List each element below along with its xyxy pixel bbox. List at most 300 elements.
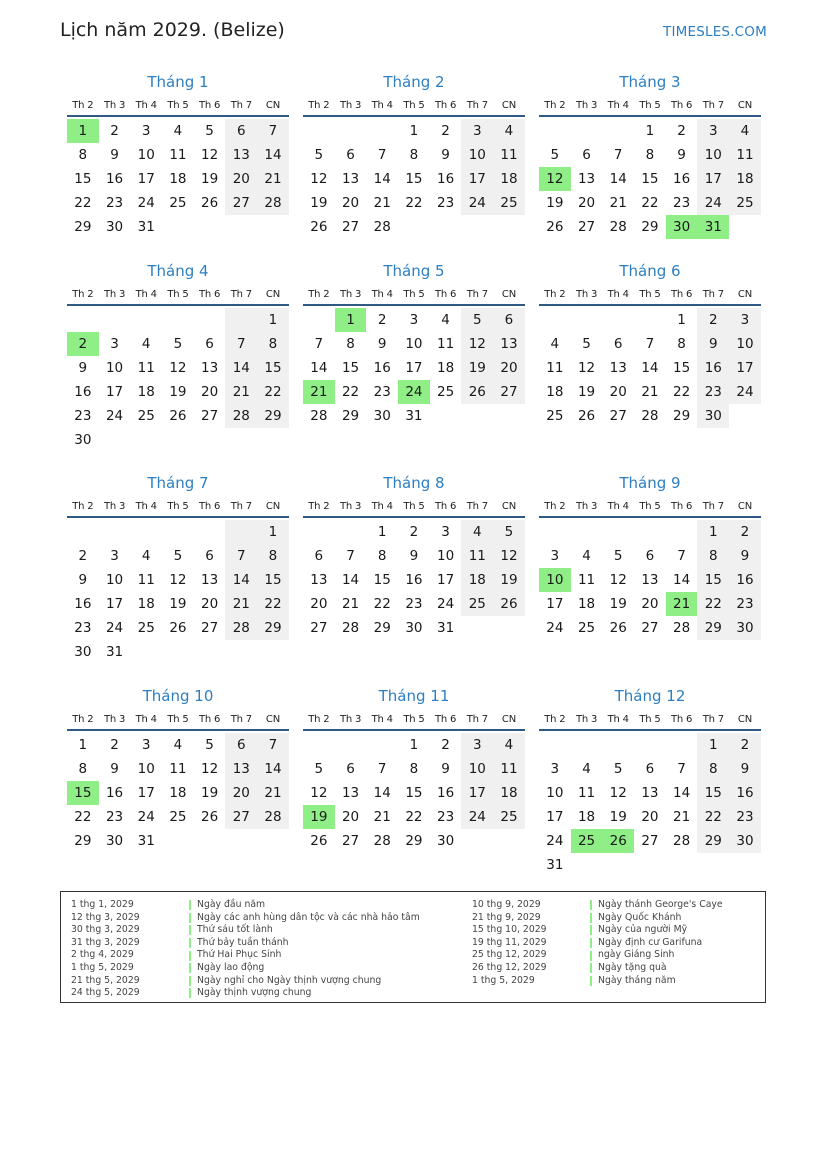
day-cell[interactable]: 28 (225, 404, 257, 428)
day-cell[interactable]: 24 (137, 195, 155, 211)
day-cell[interactable]: 1 (645, 123, 655, 139)
day-cell[interactable]: 7 (225, 544, 257, 568)
holiday-day-cell[interactable]: 1 (335, 308, 367, 332)
day-cell[interactable]: 7 (257, 119, 289, 143)
day-cell[interactable]: 9 (729, 757, 761, 781)
day-cell[interactable]: 6 (493, 308, 525, 332)
day-cell[interactable]: 4 (493, 733, 525, 757)
day-cell[interactable]: 23 (405, 596, 423, 612)
day-cell[interactable]: 12 (169, 360, 187, 376)
day-cell[interactable]: 10 (405, 336, 423, 352)
day-cell[interactable]: 8 (257, 544, 289, 568)
day-cell[interactable]: 21 (225, 380, 257, 404)
day-cell[interactable]: 8 (257, 332, 289, 356)
day-cell[interactable]: 8 (78, 147, 88, 163)
day-cell[interactable]: 20 (609, 384, 627, 400)
day-cell[interactable]: 18 (577, 809, 596, 825)
day-cell[interactable]: 23 (697, 380, 729, 404)
day-cell[interactable]: 9 (377, 336, 387, 352)
holiday-day-cell[interactable]: 15 (67, 781, 99, 805)
day-cell[interactable]: 11 (137, 360, 155, 376)
day-cell[interactable]: 18 (577, 596, 596, 612)
day-cell[interactable]: 23 (673, 195, 691, 211)
day-cell[interactable]: 20 (341, 809, 360, 825)
day-cell[interactable]: 2 (677, 123, 686, 139)
day-cell[interactable]: 22 (641, 195, 659, 211)
day-cell[interactable]: 25 (137, 620, 155, 636)
day-cell[interactable]: 6 (225, 733, 257, 757)
day-cell[interactable]: 19 (546, 195, 564, 211)
day-cell[interactable]: 13 (493, 332, 525, 356)
day-cell[interactable]: 11 (169, 761, 187, 777)
day-cell[interactable]: 24 (137, 809, 155, 825)
day-cell[interactable]: 14 (225, 356, 257, 380)
day-cell[interactable]: 8 (409, 761, 419, 777)
day-cell[interactable]: 1 (409, 737, 419, 753)
day-cell[interactable]: 18 (169, 171, 187, 187)
day-cell[interactable]: 21 (641, 384, 659, 400)
day-cell[interactable]: 18 (493, 781, 525, 805)
day-cell[interactable]: 17 (437, 572, 455, 588)
day-cell[interactable]: 23 (105, 195, 124, 211)
day-cell[interactable]: 10 (105, 360, 124, 376)
day-cell[interactable]: 3 (141, 737, 151, 753)
day-cell[interactable]: 2 (441, 123, 450, 139)
day-cell[interactable]: 31 (437, 620, 455, 636)
day-cell[interactable]: 5 (173, 336, 183, 352)
day-cell[interactable]: 8 (409, 147, 419, 163)
day-cell[interactable]: 5 (314, 147, 324, 163)
day-cell[interactable]: 11 (493, 757, 525, 781)
day-cell[interactable]: 19 (310, 195, 328, 211)
day-cell[interactable]: 18 (461, 568, 493, 592)
day-cell[interactable]: 22 (373, 596, 391, 612)
day-cell[interactable]: 14 (673, 572, 691, 588)
day-cell[interactable]: 31 (137, 833, 155, 849)
day-cell[interactable]: 23 (437, 195, 455, 211)
day-cell[interactable]: 12 (310, 171, 328, 187)
holiday-day-cell[interactable]: 24 (398, 380, 430, 404)
day-cell[interactable]: 6 (314, 548, 324, 564)
day-cell[interactable]: 13 (310, 572, 328, 588)
day-cell[interactable]: 27 (225, 805, 257, 829)
day-cell[interactable]: 20 (493, 356, 525, 380)
day-cell[interactable]: 18 (137, 596, 155, 612)
day-cell[interactable]: 7 (677, 548, 686, 564)
day-cell[interactable]: 7 (225, 332, 257, 356)
day-cell[interactable]: 20 (201, 384, 219, 400)
day-cell[interactable]: 1 (257, 308, 289, 332)
day-cell[interactable]: 22 (257, 592, 289, 616)
day-cell[interactable]: 9 (78, 360, 88, 376)
day-cell[interactable]: 30 (437, 833, 455, 849)
day-cell[interactable]: 4 (141, 548, 151, 564)
day-cell[interactable]: 28 (609, 219, 627, 235)
day-cell[interactable]: 23 (437, 809, 455, 825)
day-cell[interactable]: 7 (257, 733, 289, 757)
day-cell[interactable]: 14 (257, 757, 289, 781)
day-cell[interactable]: 27 (310, 620, 328, 636)
day-cell[interactable]: 22 (74, 809, 92, 825)
day-cell[interactable]: 29 (373, 620, 391, 636)
day-cell[interactable]: 22 (74, 195, 92, 211)
day-cell[interactable]: 7 (613, 147, 623, 163)
day-cell[interactable]: 30 (373, 408, 391, 424)
day-cell[interactable]: 18 (729, 167, 761, 191)
day-cell[interactable]: 29 (341, 408, 360, 424)
day-cell[interactable]: 11 (461, 544, 493, 568)
day-cell[interactable]: 25 (437, 384, 455, 400)
holiday-day-cell[interactable]: 10 (539, 568, 571, 592)
day-cell[interactable]: 11 (577, 785, 596, 801)
day-cell[interactable]: 22 (405, 809, 423, 825)
day-cell[interactable]: 3 (550, 761, 560, 777)
day-cell[interactable]: 28 (257, 805, 289, 829)
day-cell[interactable]: 6 (205, 548, 214, 564)
day-cell[interactable]: 22 (341, 384, 360, 400)
day-cell[interactable]: 19 (461, 356, 493, 380)
day-cell[interactable]: 29 (405, 833, 423, 849)
day-cell[interactable]: 7 (314, 336, 324, 352)
day-cell[interactable]: 3 (110, 336, 119, 352)
day-cell[interactable]: 1 (377, 524, 387, 540)
day-cell[interactable]: 2 (441, 737, 450, 753)
day-cell[interactable]: 10 (137, 761, 155, 777)
day-cell[interactable]: 28 (673, 620, 691, 636)
day-cell[interactable]: 11 (577, 572, 596, 588)
day-cell[interactable]: 12 (577, 360, 596, 376)
day-cell[interactable]: 1 (697, 733, 729, 757)
day-cell[interactable]: 29 (673, 408, 691, 424)
day-cell[interactable]: 9 (677, 147, 686, 163)
day-cell[interactable]: 27 (341, 833, 360, 849)
day-cell[interactable]: 19 (609, 809, 627, 825)
day-cell[interactable]: 13 (641, 785, 659, 801)
day-cell[interactable]: 17 (137, 171, 155, 187)
day-cell[interactable]: 4 (582, 548, 591, 564)
day-cell[interactable]: 2 (110, 123, 119, 139)
day-cell[interactable]: 11 (729, 143, 761, 167)
day-cell[interactable]: 5 (493, 520, 525, 544)
day-cell[interactable]: 5 (582, 336, 591, 352)
day-cell[interactable]: 26 (169, 408, 187, 424)
day-cell[interactable]: 1 (257, 520, 289, 544)
day-cell[interactable]: 10 (461, 757, 493, 781)
day-cell[interactable]: 3 (461, 733, 493, 757)
day-cell[interactable]: 6 (645, 548, 655, 564)
day-cell[interactable]: 19 (201, 171, 219, 187)
day-cell[interactable]: 15 (673, 360, 691, 376)
day-cell[interactable]: 30 (405, 620, 423, 636)
day-cell[interactable]: 18 (437, 360, 455, 376)
day-cell[interactable]: 30 (105, 833, 124, 849)
day-cell[interactable]: 13 (201, 360, 219, 376)
day-cell[interactable]: 11 (169, 147, 187, 163)
day-cell[interactable]: 29 (74, 219, 92, 235)
day-cell[interactable]: 9 (110, 147, 119, 163)
day-cell[interactable]: 21 (373, 809, 391, 825)
day-cell[interactable]: 5 (205, 123, 214, 139)
day-cell[interactable]: 28 (641, 408, 659, 424)
day-cell[interactable]: 8 (377, 548, 387, 564)
day-cell[interactable]: 24 (546, 620, 564, 636)
day-cell[interactable]: 8 (677, 336, 686, 352)
day-cell[interactable]: 20 (641, 809, 659, 825)
day-cell[interactable]: 6 (346, 147, 355, 163)
day-cell[interactable]: 10 (461, 143, 493, 167)
day-cell[interactable]: 17 (729, 356, 761, 380)
day-cell[interactable]: 22 (673, 384, 691, 400)
day-cell[interactable]: 5 (173, 548, 183, 564)
day-cell[interactable]: 4 (461, 520, 493, 544)
day-cell[interactable]: 6 (346, 761, 355, 777)
day-cell[interactable]: 23 (74, 408, 92, 424)
day-cell[interactable]: 26 (577, 408, 596, 424)
day-cell[interactable]: 26 (461, 380, 493, 404)
day-cell[interactable]: 12 (169, 572, 187, 588)
day-cell[interactable]: 17 (697, 167, 729, 191)
day-cell[interactable]: 24 (105, 620, 124, 636)
day-cell[interactable]: 12 (609, 785, 627, 801)
day-cell[interactable]: 14 (310, 360, 328, 376)
day-cell[interactable]: 4 (173, 737, 183, 753)
day-cell[interactable]: 31 (405, 408, 423, 424)
day-cell[interactable]: 3 (409, 312, 419, 328)
day-cell[interactable]: 2 (729, 733, 761, 757)
day-cell[interactable]: 23 (729, 805, 761, 829)
day-cell[interactable]: 3 (441, 524, 450, 540)
day-cell[interactable]: 20 (225, 167, 257, 191)
day-cell[interactable]: 5 (613, 548, 623, 564)
day-cell[interactable]: 3 (729, 308, 761, 332)
day-cell[interactable]: 17 (546, 809, 564, 825)
day-cell[interactable]: 13 (577, 171, 596, 187)
day-cell[interactable]: 13 (225, 143, 257, 167)
day-cell[interactable]: 16 (74, 596, 92, 612)
day-cell[interactable]: 17 (137, 785, 155, 801)
day-cell[interactable]: 3 (141, 123, 151, 139)
day-cell[interactable]: 16 (405, 572, 423, 588)
day-cell[interactable]: 22 (697, 805, 729, 829)
day-cell[interactable]: 24 (697, 191, 729, 215)
day-cell[interactable]: 17 (105, 384, 124, 400)
holiday-day-cell[interactable]: 19 (303, 805, 335, 829)
day-cell[interactable]: 13 (609, 360, 627, 376)
day-cell[interactable]: 27 (225, 191, 257, 215)
day-cell[interactable]: 23 (373, 384, 391, 400)
day-cell[interactable]: 17 (105, 596, 124, 612)
day-cell[interactable]: 29 (641, 219, 659, 235)
day-cell[interactable]: 29 (697, 616, 729, 640)
day-cell[interactable]: 24 (461, 191, 493, 215)
day-cell[interactable]: 12 (493, 544, 525, 568)
day-cell[interactable]: 13 (341, 785, 360, 801)
day-cell[interactable]: 10 (546, 785, 564, 801)
day-cell[interactable]: 22 (405, 195, 423, 211)
day-cell[interactable]: 4 (441, 312, 450, 328)
day-cell[interactable]: 19 (609, 596, 627, 612)
day-cell[interactable]: 8 (346, 336, 355, 352)
day-cell[interactable]: 6 (582, 147, 591, 163)
day-cell[interactable]: 21 (257, 167, 289, 191)
day-cell[interactable]: 5 (613, 761, 623, 777)
day-cell[interactable]: 16 (437, 785, 455, 801)
day-cell[interactable]: 30 (697, 404, 729, 428)
day-cell[interactable]: 6 (645, 761, 655, 777)
day-cell[interactable]: 21 (373, 195, 391, 211)
day-cell[interactable]: 27 (201, 408, 219, 424)
day-cell[interactable]: 15 (74, 171, 92, 187)
day-cell[interactable]: 24 (105, 408, 124, 424)
day-cell[interactable]: 7 (377, 761, 387, 777)
day-cell[interactable]: 18 (546, 384, 564, 400)
day-cell[interactable]: 7 (346, 548, 355, 564)
day-cell[interactable]: 15 (341, 360, 360, 376)
day-cell[interactable]: 7 (377, 147, 387, 163)
day-cell[interactable]: 5 (205, 737, 214, 753)
day-cell[interactable]: 1 (409, 123, 419, 139)
day-cell[interactable]: 30 (729, 616, 761, 640)
day-cell[interactable]: 31 (137, 219, 155, 235)
day-cell[interactable]: 18 (493, 167, 525, 191)
day-cell[interactable]: 12 (310, 785, 328, 801)
day-cell[interactable]: 9 (110, 761, 119, 777)
day-cell[interactable]: 10 (105, 572, 124, 588)
day-cell[interactable]: 19 (201, 785, 219, 801)
day-cell[interactable]: 4 (582, 761, 591, 777)
day-cell[interactable]: 5 (550, 147, 560, 163)
day-cell[interactable]: 7 (645, 336, 655, 352)
holiday-day-cell[interactable]: 21 (666, 592, 698, 616)
day-cell[interactable]: 4 (550, 336, 560, 352)
day-cell[interactable]: 2 (697, 308, 729, 332)
day-cell[interactable]: 1 (677, 312, 686, 328)
day-cell[interactable]: 14 (257, 143, 289, 167)
day-cell[interactable]: 30 (74, 644, 92, 660)
holiday-day-cell[interactable]: 12 (539, 167, 571, 191)
day-cell[interactable]: 17 (461, 167, 493, 191)
day-cell[interactable]: 26 (310, 219, 328, 235)
day-cell[interactable]: 20 (577, 195, 596, 211)
day-cell[interactable]: 15 (373, 572, 391, 588)
day-cell[interactable]: 19 (577, 384, 596, 400)
day-cell[interactable]: 9 (441, 761, 450, 777)
day-cell[interactable]: 11 (493, 143, 525, 167)
day-cell[interactable]: 16 (729, 781, 761, 805)
day-cell[interactable]: 26 (609, 620, 627, 636)
day-cell[interactable]: 28 (257, 191, 289, 215)
day-cell[interactable]: 22 (697, 592, 729, 616)
day-cell[interactable]: 28 (341, 620, 360, 636)
day-cell[interactable]: 20 (225, 781, 257, 805)
day-cell[interactable]: 30 (729, 829, 761, 853)
day-cell[interactable]: 1 (78, 737, 88, 753)
holiday-day-cell[interactable]: 31 (697, 215, 729, 239)
day-cell[interactable]: 9 (409, 548, 419, 564)
day-cell[interactable]: 4 (729, 119, 761, 143)
day-cell[interactable]: 10 (729, 332, 761, 356)
day-cell[interactable]: 8 (78, 761, 88, 777)
day-cell[interactable]: 28 (373, 219, 391, 235)
day-cell[interactable]: 1 (697, 520, 729, 544)
day-cell[interactable]: 27 (341, 219, 360, 235)
day-cell[interactable]: 27 (577, 219, 596, 235)
day-cell[interactable]: 25 (493, 805, 525, 829)
day-cell[interactable]: 20 (341, 195, 360, 211)
day-cell[interactable]: 26 (201, 809, 219, 825)
day-cell[interactable]: 3 (550, 548, 560, 564)
day-cell[interactable]: 8 (697, 544, 729, 568)
day-cell[interactable]: 29 (697, 829, 729, 853)
day-cell[interactable]: 13 (201, 572, 219, 588)
day-cell[interactable]: 27 (201, 620, 219, 636)
day-cell[interactable]: 28 (310, 408, 328, 424)
day-cell[interactable]: 28 (373, 833, 391, 849)
day-cell[interactable]: 14 (373, 171, 391, 187)
day-cell[interactable]: 14 (225, 568, 257, 592)
day-cell[interactable]: 21 (225, 592, 257, 616)
day-cell[interactable]: 20 (641, 596, 659, 612)
day-cell[interactable]: 21 (609, 195, 627, 211)
day-cell[interactable]: 29 (257, 616, 289, 640)
day-cell[interactable]: 2 (78, 548, 88, 564)
day-cell[interactable]: 16 (673, 171, 691, 187)
day-cell[interactable]: 15 (697, 568, 729, 592)
day-cell[interactable]: 17 (461, 781, 493, 805)
day-cell[interactable]: 18 (137, 384, 155, 400)
day-cell[interactable]: 16 (729, 568, 761, 592)
day-cell[interactable]: 25 (577, 620, 596, 636)
day-cell[interactable]: 29 (257, 404, 289, 428)
day-cell[interactable]: 26 (201, 195, 219, 211)
day-cell[interactable]: 15 (405, 785, 423, 801)
day-cell[interactable]: 2 (729, 520, 761, 544)
holiday-day-cell[interactable]: 2 (67, 332, 99, 356)
day-cell[interactable]: 20 (310, 596, 328, 612)
day-cell[interactable]: 19 (169, 596, 187, 612)
day-cell[interactable]: 4 (173, 123, 183, 139)
day-cell[interactable]: 9 (441, 147, 450, 163)
holiday-day-cell[interactable]: 25 (571, 829, 603, 853)
day-cell[interactable]: 11 (437, 336, 455, 352)
day-cell[interactable]: 20 (201, 596, 219, 612)
day-cell[interactable]: 22 (257, 380, 289, 404)
day-cell[interactable]: 12 (609, 572, 627, 588)
day-cell[interactable]: 17 (546, 596, 564, 612)
site-logo[interactable]: TIMESLES.COM (663, 24, 767, 40)
day-cell[interactable]: 24 (437, 596, 455, 612)
day-cell[interactable]: 31 (546, 857, 564, 873)
day-cell[interactable]: 27 (609, 408, 627, 424)
day-cell[interactable]: 25 (137, 408, 155, 424)
day-cell[interactable]: 23 (74, 620, 92, 636)
day-cell[interactable]: 5 (314, 761, 324, 777)
day-cell[interactable]: 25 (169, 195, 187, 211)
day-cell[interactable]: 2 (110, 737, 119, 753)
day-cell[interactable]: 21 (673, 809, 691, 825)
day-cell[interactable]: 15 (257, 356, 289, 380)
day-cell[interactable]: 25 (546, 408, 564, 424)
day-cell[interactable]: 16 (105, 785, 124, 801)
day-cell[interactable]: 30 (74, 432, 92, 448)
day-cell[interactable]: 14 (341, 572, 360, 588)
day-cell[interactable]: 13 (641, 572, 659, 588)
day-cell[interactable]: 27 (641, 620, 659, 636)
day-cell[interactable]: 3 (697, 119, 729, 143)
day-cell[interactable]: 28 (225, 616, 257, 640)
day-cell[interactable]: 12 (201, 761, 219, 777)
day-cell[interactable]: 16 (105, 171, 124, 187)
